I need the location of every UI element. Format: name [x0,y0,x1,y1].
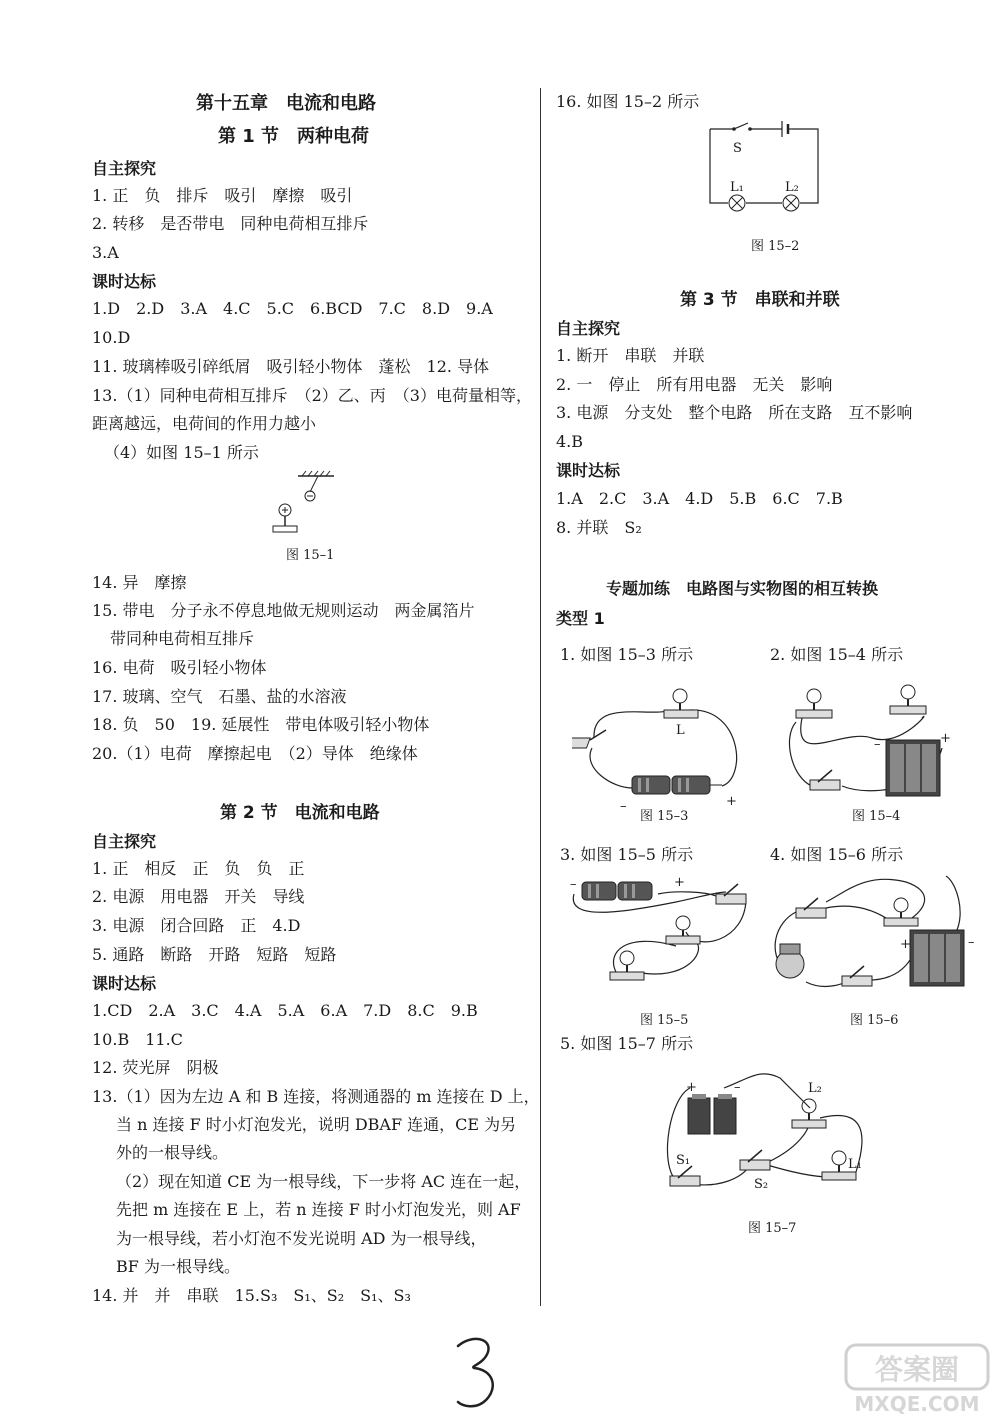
switch-label: S [733,141,742,156]
answer-line: 10.B 11.C [92,1030,183,1049]
svg-text:MXQE.COM: MXQE.COM [854,1392,980,1416]
battery-minus: – [734,1080,741,1095]
answer-line: 1.A 2.C 3.A 4.D 5.B 6.C 7.B [556,489,843,508]
answer-line: 3. 电源 闭合回路 正 4.D [92,916,301,935]
figure-15-6-caption: 图 15–6 [850,1013,899,1028]
figure-15-6-wiring [766,872,966,1002]
answer-line: 5. 通路 断路 开路 短路 短路 [92,945,337,964]
lamp-l2-label: L₂ [808,1081,822,1096]
answer-line: 5. 如图 15–7 所示 [560,1034,694,1053]
answer-line: 1. 正 负 排斥 吸引 摩擦 吸引 [92,186,353,205]
answer-line: 20.（1）电荷 摩擦起电 （2）导体 绝缘体 [92,744,418,763]
answer-line: 距离越远，电荷间的作用力越小 [92,414,317,433]
figure-15-1-caption: 图 15–1 [286,548,335,563]
section-3-title: 第 3 节 串联和并联 [680,290,840,310]
answer-line: 为一根导线，若小灯泡不发光说明 AD 为一根导线， [116,1229,487,1248]
svg-text:答案圈: 答案圈 [874,1353,960,1386]
answer-line: 3. 如图 15–5 所示 [560,845,694,864]
figure-15-1-charges [268,470,340,540]
battery-plus: + [726,794,737,809]
battery-plus: + [674,875,685,890]
answer-line: 17. 玻璃、空气 石墨、盐的水溶液 [92,687,347,706]
page-number-handwritten [448,1332,508,1412]
battery-minus: – [874,737,881,752]
type-1-heading: 类型 1 [556,609,605,628]
figure-15-3-wiring [572,678,752,800]
switch-s2-label: S₂ [754,1177,769,1192]
section-3-class-heading: 课时达标 [556,461,621,480]
answer-line: 1.CD 2.A 3.C 4.A 5.A 6.A 7.D 8.C 9.B [92,1001,478,1020]
answer-line: 1. 如图 15–3 所示 [560,645,694,664]
battery-plus: + [940,731,951,746]
section-1-class-heading: 课时达标 [92,272,157,291]
column-divider [540,88,541,1306]
answer-line: 先把 m 连接在 E 上，若 n 连接 F 时小灯泡发光，则 AF [116,1200,521,1219]
lamp-l1-label: L₁ [848,1157,862,1172]
answer-line: 3. 电源 分支处 整个电路 所在支路 互不影响 [556,403,913,422]
chapter-title: 第十五章 电流和电路 [196,93,376,114]
answer-line: 12. 荧光屏 阴极 [92,1058,219,1077]
figure-15-3-caption: 图 15–3 [640,809,689,824]
answer-line: 2. 一 停止 所有用电器 无关 影响 [556,375,833,394]
answer-line: 4. 如图 15–6 所示 [770,845,904,864]
figure-15-7-caption: 图 15–7 [748,1221,797,1236]
lamp-l2-label: L₂ [785,180,799,195]
watermark-logo [842,1339,992,1419]
figure-15-5-wiring [566,872,756,1002]
answer-line: 1. 正 相反 正 负 负 正 [92,859,305,878]
answer-line: 13.（1）同种电荷相互排斥 （2）乙、丙 （3）电荷量相等， [92,386,532,405]
section-1-title: 第 1 节 两种电荷 [218,126,370,147]
lamp-l1-label: L₁ [730,180,744,195]
answer-line: 18. 负 50 19. 延展性 带电体吸引轻小物体 [92,715,430,734]
answer-line: 外的一根导线。 [116,1143,229,1162]
answer-line: 13.（1）因为左边 A 和 B 连接，将测通器的 m 连接在 D 上， [92,1087,540,1106]
lamp-l-label: L [676,723,685,738]
battery-minus: – [570,877,577,892]
figure-15-2-circuit [700,115,830,220]
answer-line: 1. 断开 串联 并联 [556,346,705,365]
answer-line: 当 n 连接 F 时小灯泡发光，说明 DBAF 连通，CE 为另 [116,1115,517,1134]
answer-line: （2）现在知道 CE 为一根导线，下一步将 AC 连在一起， [116,1172,531,1191]
answer-line: 10.D [92,328,131,347]
section-2-class-heading: 课时达标 [92,974,157,993]
answer-line: 3.A [92,243,119,262]
figure-15-2-caption: 图 15–2 [751,239,800,254]
section-3-explore-heading: 自主探究 [556,319,621,338]
figure-15-4-caption: 图 15–4 [852,809,901,824]
answer-line: 15. 带电 分子永不停息地做无规则运动 两金属箔片 [92,601,475,620]
answer-line: 4.B [556,432,584,451]
figure-15-4-wiring [782,678,952,802]
battery-plus: + [686,1080,697,1095]
battery-minus: – [968,935,975,950]
section-1-explore-heading: 自主探究 [92,159,157,178]
answer-line: BF 为一根导线。 [116,1257,240,1276]
answer-line: 11. 玻璃棒吸引碎纸屑 吸引轻小物体 蓬松 12. 导体 [92,357,490,376]
answer-line: 16. 电荷 吸引轻小物体 [92,658,267,677]
answer-line: 2. 电源 用电器 开关 导线 [92,887,305,906]
answer-line: 8. 并联 S₂ [556,518,642,537]
answer-line: （4）如图 15–1 所示 [104,443,259,462]
battery-minus: – [620,799,627,814]
answer-line: 带同种电荷相互排斥 [110,629,255,648]
answer-line: 2. 如图 15–4 所示 [770,645,904,664]
answer-line: 14. 异 摩擦 [92,573,187,592]
switch-s1-label: S₁ [676,1153,691,1168]
special-practice-title: 专题加练 电路图与实物图的相互转换 [606,579,879,598]
battery-plus: + [900,937,911,952]
section-2-title: 第 2 节 电流和电路 [220,803,380,823]
answer-line: 1.D 2.D 3.A 4.C 5.C 6.BCD 7.C 8.D 9.A [92,299,493,318]
answer-line: 14. 并 并 串联 15.S₃ S₁、S₂ S₁、S₃ [92,1286,411,1305]
answer-line: 2. 转移 是否带电 同种电荷相互排斥 [92,214,369,233]
figure-15-5-caption: 图 15–5 [640,1013,689,1028]
section-2-explore-heading: 自主探究 [92,832,157,851]
answer-line: 16. 如图 15–2 所示 [556,92,700,111]
